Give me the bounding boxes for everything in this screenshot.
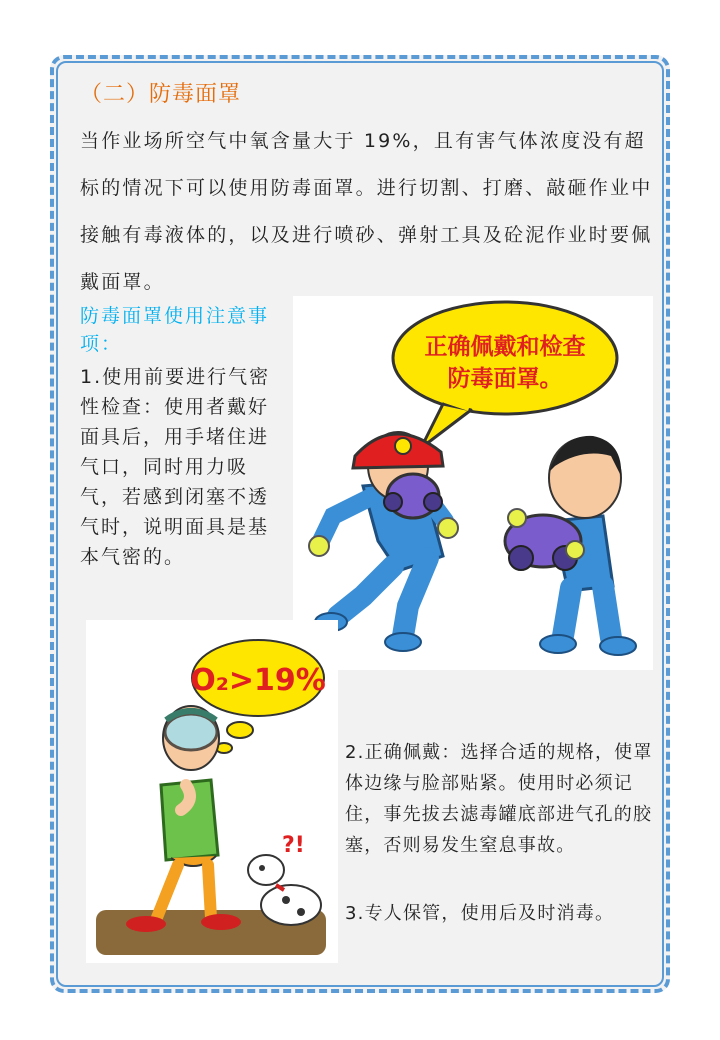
notes-heading: 防毒面罩使用注意事项： (80, 305, 270, 355)
worker-holding-mask-icon (505, 436, 636, 655)
note-item-1: 1.使用前要进行气密性检查：使用者戴好面具后，用手堵住进气口，同时用力吸气，若感到闭塞不透气时，说明面具是基本气密的。 (80, 366, 271, 568)
choking-man-icon (126, 706, 241, 932)
speech-bubble (393, 302, 617, 448)
note-item-2: 2.正确佩戴：选择合适的规格，使罩体边缘与脸部贴紧。使用时必须记住，事先拔去滤毒罐底部进气孔的胶塞，否则易发生窒息事故。 (345, 742, 653, 856)
section-title: （二）防毒面罩 (80, 82, 242, 107)
note-item-3: 3.专人保管，使用后及时消毒。 (345, 903, 615, 924)
speech-line-2: 防毒面罩。 (447, 366, 563, 392)
worker-with-helmet-icon (309, 432, 458, 651)
choking-worker-illustration (86, 620, 338, 963)
intro-paragraph: 当作业场所空气中氧含量大于 19%，且有害气体浓度没有超标的情况下可以使用防毒面罩。进行切割、打磨、敲砸作业中接触有毒液体的，以及进行喷砂、弹射工具及砼泥作业时要佩戴面罩。 (80, 130, 653, 293)
dog-exclaim: ?! (282, 833, 305, 858)
oxygen-label: O₂>19% (190, 663, 326, 698)
speech-line-1: 正确佩戴和检查 (424, 334, 586, 360)
gas-mask-workers-illustration (293, 296, 653, 670)
